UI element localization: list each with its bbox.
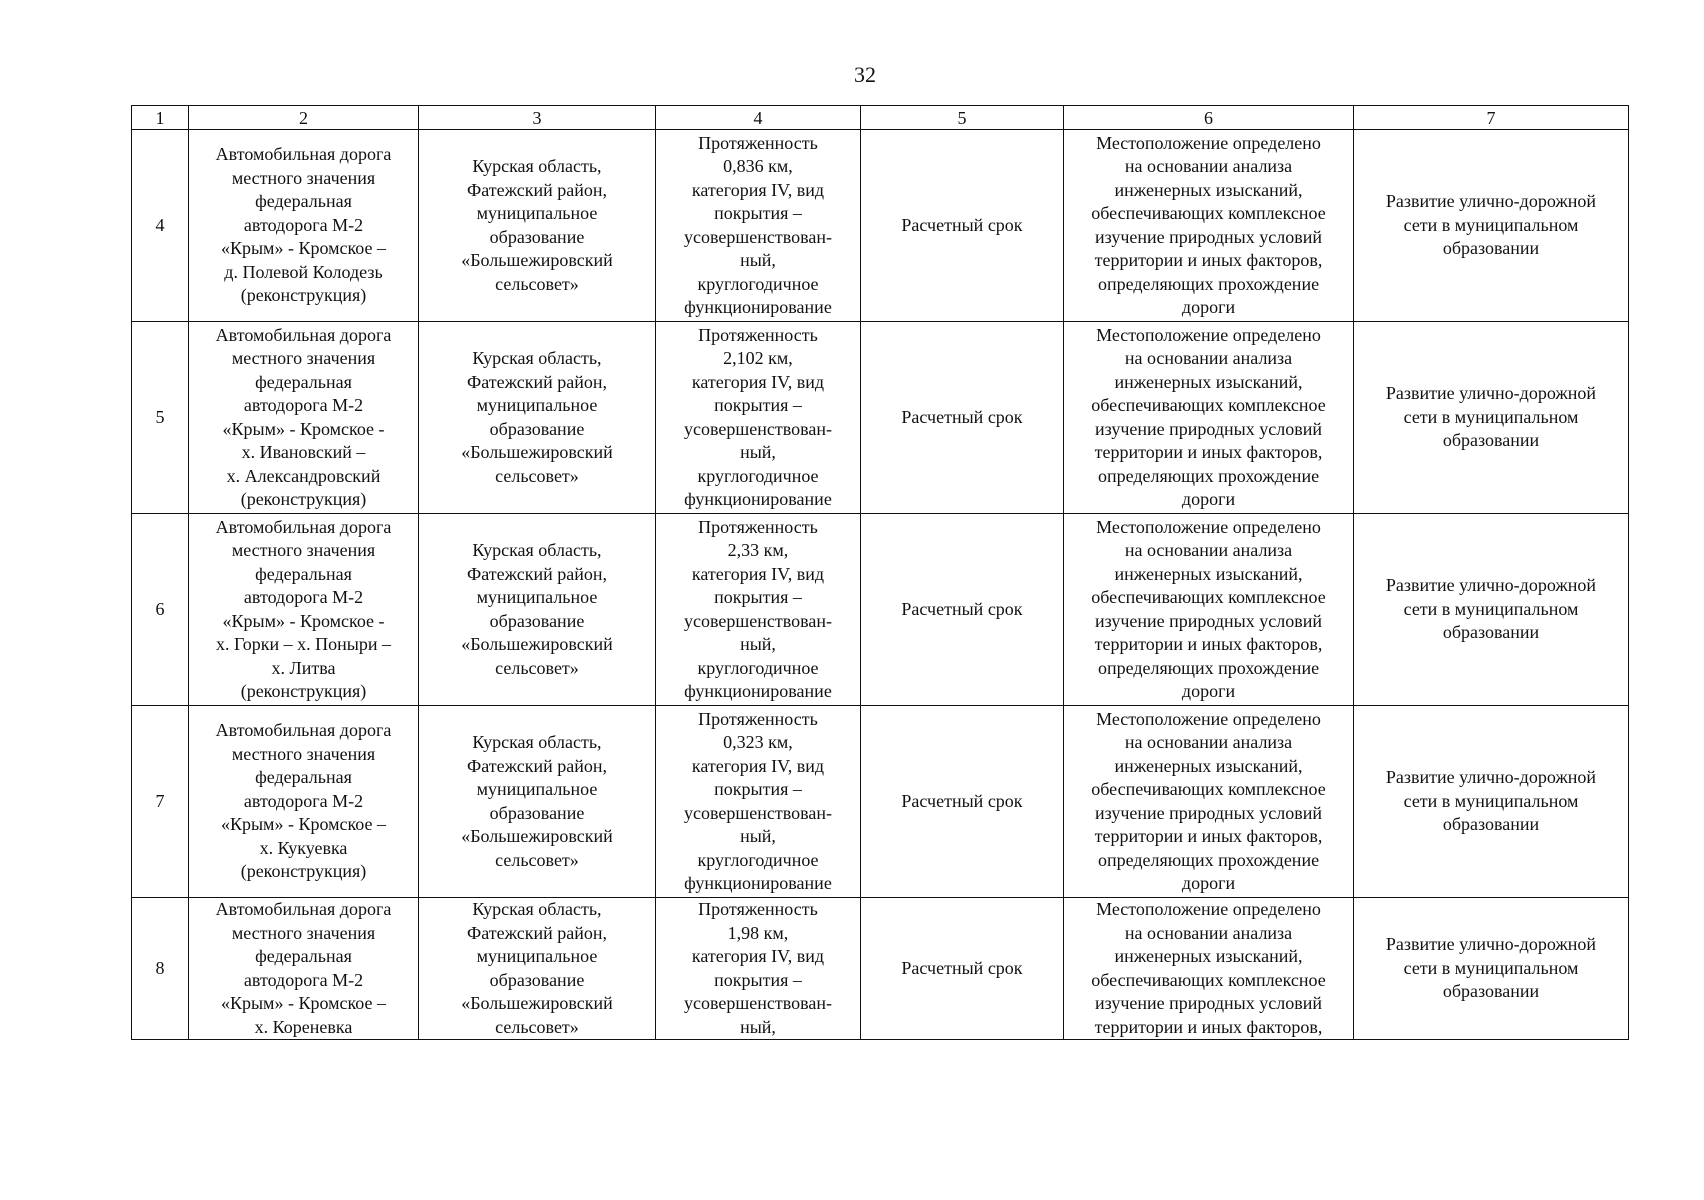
row-number: 4 — [132, 130, 189, 322]
implementation-term: Расчетный срок — [861, 514, 1064, 706]
row-number: 5 — [132, 322, 189, 514]
column-header: 1 — [132, 106, 189, 130]
location-justification: Местоположение определено на основании анализа инженерных изысканий, обеспечивающих комплексное изучение природных условий территории и иных факторов, определяющих прохождение дороги — [1064, 322, 1354, 514]
road-location: Курская область, Фатежский район, муниципальное образование «Большежировский сельсовет» — [419, 898, 656, 1040]
implementation-term: Расчетный срок — [861, 322, 1064, 514]
column-header: 5 — [861, 106, 1064, 130]
table-row — [132, 706, 1629, 898]
road-name: Автомобильная дорога местного значения федеральная автодорога М-2 «Крым» - Кромское - х. Ивановский – х. Александровский (реконструкция) — [189, 322, 419, 514]
road-location: Курская область, Фатежский район, муниципальное образование «Большежировский сельсовет» — [419, 130, 656, 322]
road-purpose: Развитие улично-дорожной сети в муниципальном образовании — [1354, 322, 1629, 514]
column-header: 7 — [1354, 106, 1629, 130]
table-row — [132, 514, 1629, 706]
road-name: Автомобильная дорога местного значения федеральная автодорога М-2 «Крым» - Кромское – д. Полевой Колодезь (реконструкция) — [189, 130, 419, 322]
road-characteristics: Протяженность 0,836 км, категория IV, вид покрытия – усовершенствован- ный, круглогодичное функционирование — [656, 130, 861, 322]
table-row — [132, 898, 1629, 1040]
road-location: Курская область, Фатежский район, муниципальное образование «Большежировский сельсовет» — [419, 514, 656, 706]
road-purpose: Развитие улично-дорожной сети в муниципальном образовании — [1354, 130, 1629, 322]
table-header — [132, 106, 1629, 130]
location-justification: Местоположение определено на основании анализа инженерных изысканий, обеспечивающих комплексное изучение природных условий территории и иных факторов, — [1064, 898, 1354, 1040]
location-justification: Местоположение определено на основании анализа инженерных изысканий, обеспечивающих комплексное изучение природных условий территории и иных факторов, определяющих прохождение дороги — [1064, 706, 1354, 898]
location-justification: Местоположение определено на основании анализа инженерных изысканий, обеспечивающих комплексное изучение природных условий территории и иных факторов, определяющих прохождение дороги — [1064, 130, 1354, 322]
column-header: 6 — [1064, 106, 1354, 130]
column-header: 2 — [189, 106, 419, 130]
implementation-term: Расчетный срок — [861, 706, 1064, 898]
road-name: Автомобильная дорога местного значения федеральная автодорога М-2 «Крым» - Кромское – х. Кореневка — [189, 898, 419, 1040]
row-number: 7 — [132, 706, 189, 898]
road-location: Курская область, Фатежский район, муниципальное образование «Большежировский сельсовет» — [419, 322, 656, 514]
row-number: 8 — [132, 898, 189, 1040]
roads-table — [131, 105, 1629, 1040]
table-row — [132, 130, 1629, 322]
column-header: 4 — [656, 106, 861, 130]
road-purpose: Развитие улично-дорожной сети в муниципальном образовании — [1354, 706, 1629, 898]
road-location: Курская область, Фатежский район, муниципальное образование «Большежировский сельсовет» — [419, 706, 656, 898]
road-characteristics: Протяженность 1,98 км, категория IV, вид покрытия – усовершенствован- ный, — [656, 898, 861, 1040]
header-row — [132, 106, 1629, 130]
table-body — [132, 130, 1629, 1040]
row-number: 6 — [132, 514, 189, 706]
road-characteristics: Протяженность 2,102 км, категория IV, вид покрытия – усовершенствован- ный, круглогодичное функционирование — [656, 322, 861, 514]
location-justification: Местоположение определено на основании анализа инженерных изысканий, обеспечивающих комплексное изучение природных условий территории и иных факторов, определяющих прохождение дороги — [1064, 514, 1354, 706]
road-characteristics: Протяженность 0,323 км, категория IV, вид покрытия – усовершенствован- ный, круглогодичное функционирование — [656, 706, 861, 898]
column-header: 3 — [419, 106, 656, 130]
road-characteristics: Протяженность 2,33 км, категория IV, вид покрытия – усовершенствован- ный, круглогодичное функционирование — [656, 514, 861, 706]
road-name: Автомобильная дорога местного значения федеральная автодорога М-2 «Крым» - Кромское – х. Кукуевка (реконструкция) — [189, 706, 419, 898]
road-purpose: Развитие улично-дорожной сети в муниципальном образовании — [1354, 898, 1629, 1040]
implementation-term: Расчетный срок — [861, 898, 1064, 1040]
road-purpose: Развитие улично-дорожной сети в муниципальном образовании — [1354, 514, 1629, 706]
implementation-term: Расчетный срок — [861, 130, 1064, 322]
road-name: Автомобильная дорога местного значения федеральная автодорога М-2 «Крым» - Кромское - х. Горки – х. Поныри – х. Литва (реконструкция) — [189, 514, 419, 706]
table-row — [132, 322, 1629, 514]
page-number: 32 — [854, 62, 876, 87]
